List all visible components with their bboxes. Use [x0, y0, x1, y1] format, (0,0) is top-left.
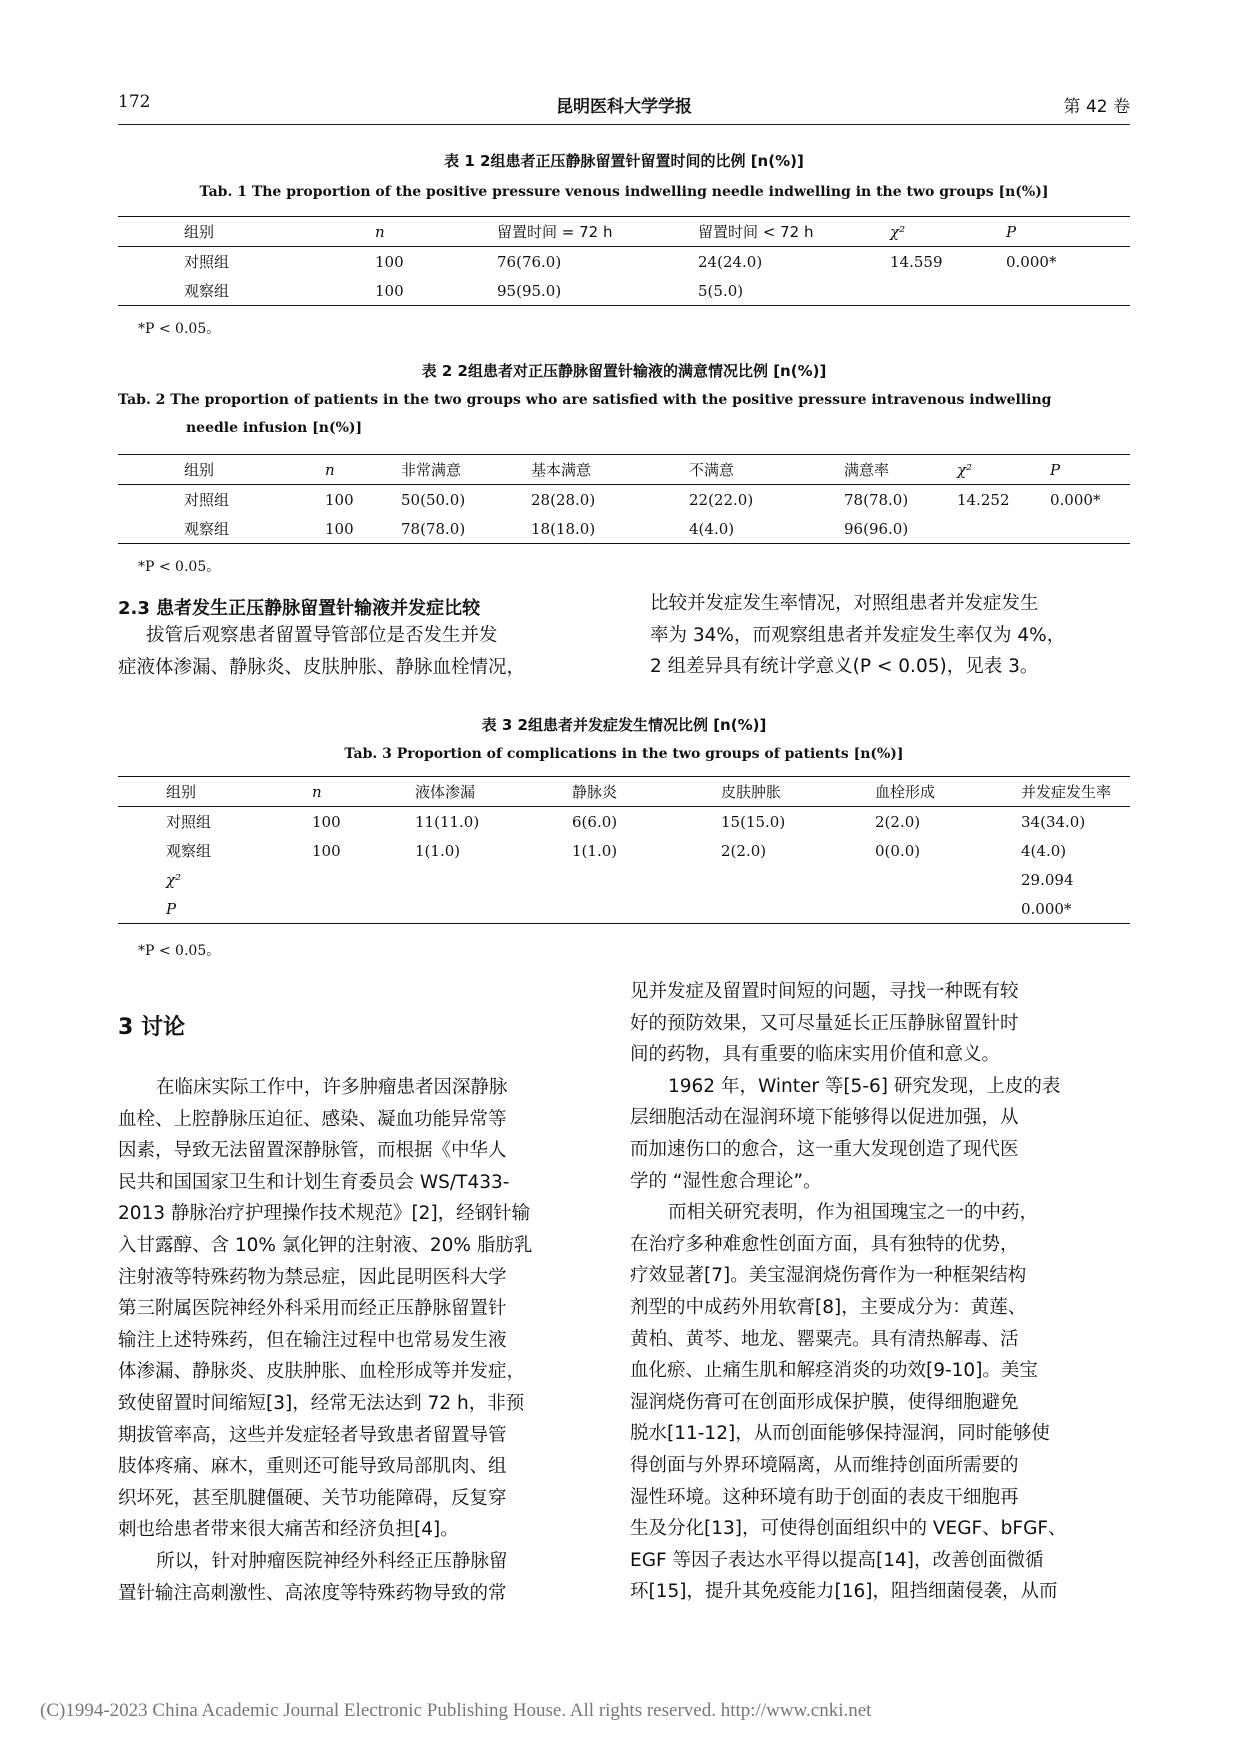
text-line: 置针输注高刺激性、高浓度等特殊药物导致的常	[118, 1582, 507, 1604]
text-line: 拔管后观察患者留置导管部位是否发生并发	[146, 625, 498, 646]
table-header-cell: 并发症发生率	[1021, 783, 1112, 801]
table-cell	[312, 865, 415, 894]
table-cell: 观察组	[184, 520, 230, 538]
table-header-cell: 满意率	[844, 461, 890, 479]
table-header-cell: 组别	[184, 461, 215, 479]
text-line: 湿性环境。这种环境有助于创面的表皮干细胞再	[630, 1486, 1019, 1508]
table-cell: 0.000*	[1006, 252, 1057, 271]
section-2-3-heading: 2.3 患者发生正压静脉留置针输液并发症比较	[118, 598, 481, 619]
table-header-cell: 组别	[184, 223, 215, 241]
table-cell: 50(50.0)	[401, 490, 466, 509]
table3	[118, 776, 1130, 924]
table-header-cell: 血栓形成	[875, 783, 936, 801]
table-cell	[1006, 276, 1130, 306]
table-cell: 100	[312, 841, 341, 860]
table3-caption-zh: 表 3 2组患者并发症发生情况比例 [n(%)]	[481, 716, 767, 734]
table-cell: 6(6.0)	[572, 812, 618, 831]
text-line: 比较并发症发生率情况，对照组患者并发症发生	[650, 593, 1039, 614]
table-cell: 96(96.0)	[844, 519, 909, 538]
table-cell: 15(15.0)	[721, 812, 786, 831]
running-header	[118, 92, 1130, 122]
table-cell: 78(78.0)	[844, 490, 909, 509]
table-cell	[415, 865, 572, 894]
table-cell: 100	[325, 519, 354, 538]
text-line: 因素，导致无法留置深静脉管，而根据《中华人	[118, 1140, 507, 1162]
table-cell	[312, 894, 415, 924]
table-cell	[572, 894, 721, 924]
table-cell: 78(78.0)	[401, 519, 466, 538]
table3-caption-en: Tab. 3 Proportion of complications in the two groups of patients [n(%)]	[344, 746, 904, 762]
text-line: 1962 年，Winter 等[5-6] 研究发现，上皮的表	[668, 1075, 1061, 1097]
table-cell: 4(4.0)	[689, 519, 735, 538]
table-cell: 对照组	[184, 491, 230, 509]
table-row	[118, 894, 1130, 924]
table-cell: χ²	[166, 870, 182, 889]
text-line: 2013 静脉治疗护理操作技术规范》[2]，经钢针输	[118, 1203, 531, 1225]
text-line: 黄柏、黄芩、地龙、罂粟壳。具有清热解毒、活	[630, 1328, 1019, 1350]
table-cell: 对照组	[166, 813, 212, 831]
text-line: 环[15]，提升其免疫能力[16]，阻挡细菌侵袭，从而	[630, 1581, 1058, 1603]
text-line: 2 组差异具有统计学意义(P < 0.05)，见表 3。	[650, 656, 1039, 678]
journal-title: 昆明医科大学学报	[556, 97, 692, 117]
table1	[118, 216, 1130, 306]
table-cell: 100	[312, 812, 341, 831]
table-header-cell: χ²	[957, 460, 973, 479]
text-line: 所以，针对肿瘤医院神经外科经正压静脉留	[156, 1550, 508, 1572]
table-header-cell: 静脉炎	[572, 783, 618, 801]
table-cell: P	[166, 899, 177, 918]
table-header-cell: 基本满意	[531, 461, 592, 479]
table-cell	[875, 894, 1021, 924]
table-cell: 100	[375, 252, 404, 271]
table-cell: 22(22.0)	[689, 490, 754, 509]
table-header-cell: 液体渗漏	[415, 783, 476, 801]
text-line: 织坏死，甚至肌腱僵硬、关节功能障碍，反复穿	[118, 1487, 507, 1509]
table-cell: 观察组	[166, 842, 212, 860]
table-row	[118, 836, 1130, 865]
page-number: 172	[118, 92, 151, 112]
table-row	[118, 247, 1130, 277]
table-header-cell: 组别	[166, 783, 197, 801]
table-row	[118, 276, 1130, 306]
table-header-cell: 留置时间 = 72 h	[497, 223, 613, 241]
text-line: 民共和国国家卫生和计划生育委员会 WS/T433-	[118, 1171, 510, 1193]
table-cell: 0(0.0)	[875, 841, 921, 860]
text-line: 间的药物，具有重要的临床实用价值和意义。	[630, 1044, 1001, 1066]
text-line: 学的 “湿性愈合理论”。	[630, 1170, 822, 1192]
table-header-row	[118, 217, 1130, 247]
table-cell: 24(24.0)	[698, 252, 763, 271]
volume-label: 第 42 卷	[1063, 97, 1130, 117]
table-cell	[572, 865, 721, 894]
table-cell	[890, 276, 1006, 306]
table-cell: 18(18.0)	[531, 519, 596, 538]
table2-caption-en	[118, 386, 1130, 442]
table-cell: 对照组	[184, 253, 230, 271]
table-row	[118, 807, 1130, 837]
table2-caption-en-line1: Tab. 2 The proportion of patients in the two groups who are satisfied with the positive pressure intravenous indwelling	[118, 392, 1052, 408]
section-3-left-column	[118, 1072, 604, 1609]
text-line: 湿润烧伤膏可在创面形成保护膜，使得细胞避免	[630, 1391, 1019, 1413]
table-header-cell: 皮肤肿胀	[721, 783, 782, 801]
table-row	[118, 514, 1130, 544]
text-line: 输注上述特殊药，但在输注过程中也常易发生液	[118, 1329, 507, 1351]
text-line: 第三附属医院神经外科采用而经正压静脉留置针	[118, 1298, 507, 1320]
table-cell: 2(2.0)	[875, 812, 921, 831]
text-line: 而相关研究表明，作为祖国瑰宝之一的中药，	[668, 1202, 1039, 1224]
table1-caption-zh: 表 1 2组患者正压静脉留置针留置时间的比例 [n(%)]	[444, 152, 804, 170]
copyright-footer: (C)1994-2023 China Academic Journal Electronic Publishing House. All rights reserved. http://www.cnki.net	[40, 1700, 872, 1721]
section-3-heading: 3 讨论	[118, 1015, 185, 1040]
table-cell: 4(4.0)	[1021, 841, 1067, 860]
text-line: 刺也给患者带来很大痛苦和经济负担[4]。	[118, 1519, 459, 1541]
table3-note: *P < 0.05。	[138, 943, 221, 959]
table-cell: 5(5.0)	[698, 281, 744, 300]
text-line: 血栓、上腔静脉压迫征、感染、凝血功能异常等	[118, 1108, 507, 1130]
text-line: 得创面与外界环境隔离，从而维持创面所需要的	[630, 1454, 1019, 1476]
text-line: 症液体渗漏、静脉炎、皮肤肿胀、静脉血栓情况，	[118, 656, 526, 678]
text-line: 层细胞活动在湿润环境下能够得以促进加强，从	[630, 1107, 1019, 1129]
table-header-cell: 非常满意	[401, 461, 462, 479]
table-header-cell: P	[1006, 222, 1017, 241]
text-line: 脱水[11-12]，从而创面能够保持湿润，同时能够使	[630, 1423, 1050, 1445]
text-line: 在临床实际工作中，许多肿瘤患者因深静脉	[156, 1077, 508, 1098]
table-cell: 95(95.0)	[497, 281, 562, 300]
table-cell	[415, 894, 572, 924]
table-cell: 观察组	[184, 282, 230, 300]
text-line: 好的预防效果，又可尽量延长正压静脉留置针时	[630, 1012, 1019, 1034]
table2-caption-en-line2: needle infusion [n(%)]	[186, 420, 363, 436]
table-cell: 14.559	[890, 252, 943, 271]
table1-note: *P < 0.05。	[138, 321, 221, 337]
table-header-cell: P	[1050, 460, 1061, 479]
table-row	[118, 865, 1130, 894]
table-row	[118, 485, 1130, 515]
table-cell: 0.000*	[1021, 899, 1072, 918]
section-2-3-right-text	[650, 588, 1140, 683]
text-line: 期拔管率高，这些并发症轻者导致患者留置导管	[118, 1424, 507, 1446]
text-line: 肢体疼痛、麻木，重则还可能导致局部肌肉、组	[118, 1456, 507, 1478]
section-3-right-column	[630, 976, 1130, 1608]
text-line: 率为 34%，而观察组患者并发症发生率仅为 4%，	[650, 624, 1066, 646]
text-line: 疗效显著[7]。美宝湿润烧伤膏作为一种框架结构	[630, 1265, 1027, 1287]
table-header-cell: 留置时间 < 72 h	[698, 223, 814, 241]
table-cell: 34(34.0)	[1021, 812, 1086, 831]
table2-caption-zh: 表 2 2组患者对正压静脉留置针输液的满意情况比例 [n(%)]	[421, 362, 827, 380]
text-line: 注射液等特殊药物为禁忌症，因此昆明医科大学	[118, 1266, 507, 1288]
table1-caption-en: Tab. 1 The proportion of the positive pressure venous indwelling needle indwelling in the two groups [n(%)]	[199, 184, 1049, 200]
table-header-row	[118, 777, 1130, 807]
table-cell: 29.094	[1021, 870, 1074, 889]
text-line: 体渗漏、静脉炎、皮肤肿胀、血栓形成等并发症，	[118, 1361, 526, 1383]
table-header-cell: n	[312, 782, 322, 801]
text-line: 血化瘀、止痛生肌和解痉消炎的功效[9-10]。美宝	[630, 1360, 1038, 1382]
text-line: 而加速伤口的愈合，这一重大发现创造了现代医	[630, 1138, 1019, 1160]
table2	[118, 454, 1130, 544]
table-cell	[875, 865, 1021, 894]
text-line: 生及分化[13]，可使得创面组织中的 VEGF、bFGF、	[630, 1518, 1067, 1540]
table-cell	[957, 514, 1050, 544]
table-header-cell: 不满意	[689, 461, 735, 479]
table-cell	[1050, 514, 1130, 544]
table-cell: 0.000*	[1050, 490, 1101, 509]
table-header-cell: n	[325, 460, 335, 479]
table2-note: *P < 0.05。	[138, 559, 221, 575]
table-cell: 2(2.0)	[721, 841, 767, 860]
text-line: 入甘露醇、含 10% 氯化钾的注射液、20% 脂肪乳	[118, 1234, 533, 1256]
table-cell: 1(1.0)	[572, 841, 618, 860]
text-line: 见并发症及留置时间短的问题，寻找一种既有较	[630, 981, 1019, 1002]
table-header-cell: n	[375, 222, 385, 241]
text-line: 在治疗多种难愈性创面方面，具有独特的优势，	[630, 1233, 1019, 1255]
table-cell: 76(76.0)	[497, 252, 562, 271]
table-cell: 28(28.0)	[531, 490, 596, 509]
table-cell: 100	[325, 490, 354, 509]
text-line: 致使留置时间缩短[3]，经常无法达到 72 h，非预	[118, 1392, 525, 1414]
text-line: 剂型的中成药外用软膏[8]，主要成分为：黄莲、	[630, 1296, 1027, 1318]
table-cell: 100	[375, 281, 404, 300]
table-cell: 11(11.0)	[415, 812, 480, 831]
table-cell: 14.252	[957, 490, 1010, 509]
text-line: EGF 等因子表达水平得以提高[14]，改善创面微循	[630, 1549, 1044, 1571]
table-cell: 1(1.0)	[415, 841, 461, 860]
table-header-cell: χ²	[890, 222, 906, 241]
table-cell	[721, 865, 875, 894]
header-rule	[118, 124, 1130, 125]
section-2-3-left-text	[118, 620, 598, 683]
table-header-row	[118, 455, 1130, 485]
table-cell	[721, 894, 875, 924]
